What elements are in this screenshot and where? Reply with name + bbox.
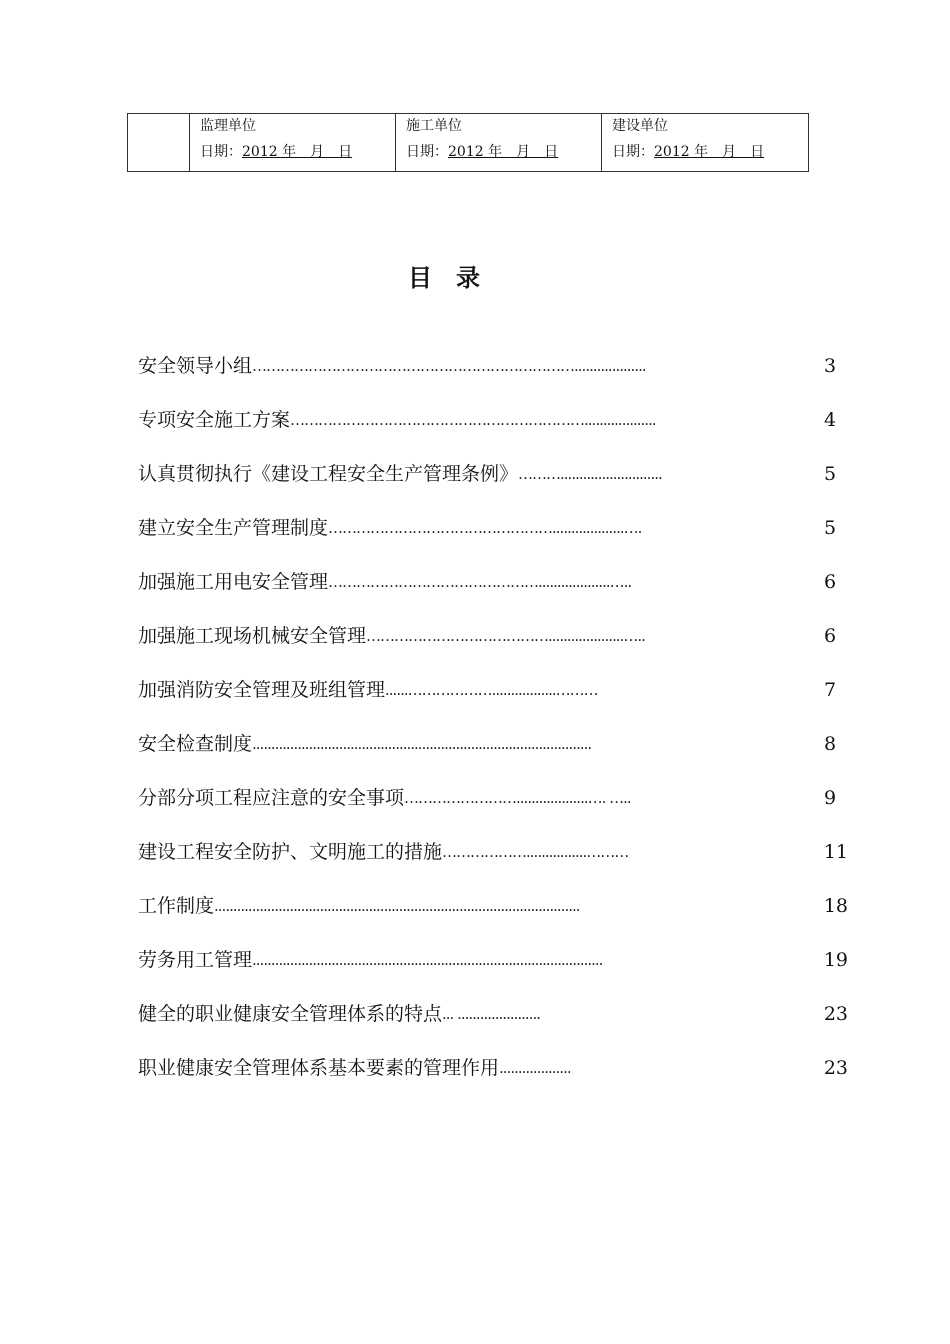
toc-entry[interactable] <box>138 836 848 890</box>
date-value: 2012 年 月 日 <box>654 144 765 160</box>
toc-entry[interactable] <box>138 998 848 1052</box>
toc-entry-page: 23 <box>823 1057 848 1079</box>
toc-entry-label: 加强施工用电安全管理 <box>138 571 329 593</box>
toc-entry-label: 建设工程安全防护、文明施工的措施 <box>138 841 443 863</box>
toc-list <box>138 350 848 1106</box>
toc-entry-page: 11 <box>823 841 848 863</box>
toc-entry[interactable] <box>138 890 848 944</box>
toc-entry-leader: ................... <box>499 1059 571 1077</box>
toc-entry-page: 9 <box>824 787 837 809</box>
date-line <box>602 143 808 161</box>
toc-entry-leader: ... ...................... <box>442 1005 540 1023</box>
toc-entry-label: 健全的职业健康安全管理体系的特点 <box>138 1003 443 1025</box>
toc-entry-page: 23 <box>823 1003 848 1025</box>
toc-entry-label: 职业健康安全管理体系基本要素的管理作用 <box>138 1057 500 1079</box>
date-label: 日期： <box>200 144 242 160</box>
sign-cell-construction <box>396 114 602 172</box>
toc-entry-page: 7 <box>824 679 837 701</box>
toc-entry-leader: …………………………………....................….. <box>366 627 645 645</box>
toc-entry-leader: ………………................……… <box>442 843 629 861</box>
toc-entry[interactable] <box>138 458 848 512</box>
toc-entry-page: 3 <box>824 355 837 377</box>
toc-entry-leader: ………………………………………...................….. <box>328 573 632 591</box>
date-label: 日期： <box>612 144 654 160</box>
unit-label: 建设单位 <box>612 118 668 134</box>
toc-entry-page: 19 <box>823 949 848 971</box>
sign-cell-owner <box>602 114 809 172</box>
toc-entry-label: 工作制度 <box>138 895 215 917</box>
toc-entry-page: 6 <box>824 571 837 593</box>
date-line <box>190 143 395 161</box>
toc-entry[interactable] <box>138 404 848 458</box>
toc-entry-label: 建立安全生产管理制度 <box>138 517 329 539</box>
toc-entry-label: 劳务用工管理 <box>138 949 253 971</box>
toc-entry-leader: …………………………………………...................…. <box>328 519 642 537</box>
toc-entry-label: 分部分项工程应注意的安全事项 <box>138 787 405 809</box>
toc-entry-page: 18 <box>823 895 848 917</box>
toc-entry[interactable] <box>138 782 848 836</box>
toc-entry[interactable] <box>138 674 848 728</box>
signature-table <box>127 113 809 172</box>
toc-entry[interactable] <box>138 566 848 620</box>
toc-entry-page: 4 <box>824 409 837 431</box>
toc-entry-leader: ……………………...................…. ….. <box>404 789 631 807</box>
toc-entry[interactable] <box>138 620 848 674</box>
toc-entry-label: 加强消防安全管理及班组管理 <box>138 679 386 701</box>
toc-entry[interactable] <box>138 944 848 998</box>
toc-entry-label: 专项安全施工方案 <box>138 409 291 431</box>
unit-label: 监理单位 <box>200 118 256 134</box>
toc-entry-label: 认真贯彻执行《建设工程安全生产管理条例》 <box>138 463 519 485</box>
toc-entry-leader: ………………………………………………………................... <box>290 411 656 429</box>
toc-entry-page: 5 <box>824 517 837 539</box>
toc-entry-page: 5 <box>824 463 837 485</box>
date-value: 2012 年 月 日 <box>448 144 559 160</box>
toc-entry-label: 安全领导小组 <box>138 355 253 377</box>
toc-entry-page: 6 <box>824 625 837 647</box>
toc-entry-leader: .......................................................................................... <box>252 735 592 753</box>
toc-entry-label: 安全检查制度 <box>138 733 253 755</box>
unit-label: 施工单位 <box>406 118 462 134</box>
sign-cell-supervision <box>190 114 396 172</box>
toc-entry-leader: ……………………………………………………………................... <box>252 357 646 375</box>
toc-entry-label: 加强施工现场机械安全管理 <box>138 625 367 647</box>
toc-entry[interactable] <box>138 512 848 566</box>
toc-entry-page: 8 <box>824 733 837 755</box>
toc-entry[interactable] <box>138 350 848 404</box>
toc-entry-leader: ............................................................................................. <box>252 951 603 969</box>
toc-entry[interactable] <box>138 728 848 782</box>
date-value: 2012 年 月 日 <box>242 144 353 160</box>
toc-entry-leader: ................................................................................................. <box>214 897 580 915</box>
sign-table-blank-cell <box>128 114 190 172</box>
date-line <box>396 143 601 161</box>
toc-entry-leader: ………........................... <box>518 465 662 483</box>
toc-title: 目录 <box>408 264 504 292</box>
date-label: 日期： <box>406 144 448 160</box>
toc-entry[interactable] <box>138 1052 848 1106</box>
toc-entry-leader: ......……………….................……… <box>385 681 598 699</box>
